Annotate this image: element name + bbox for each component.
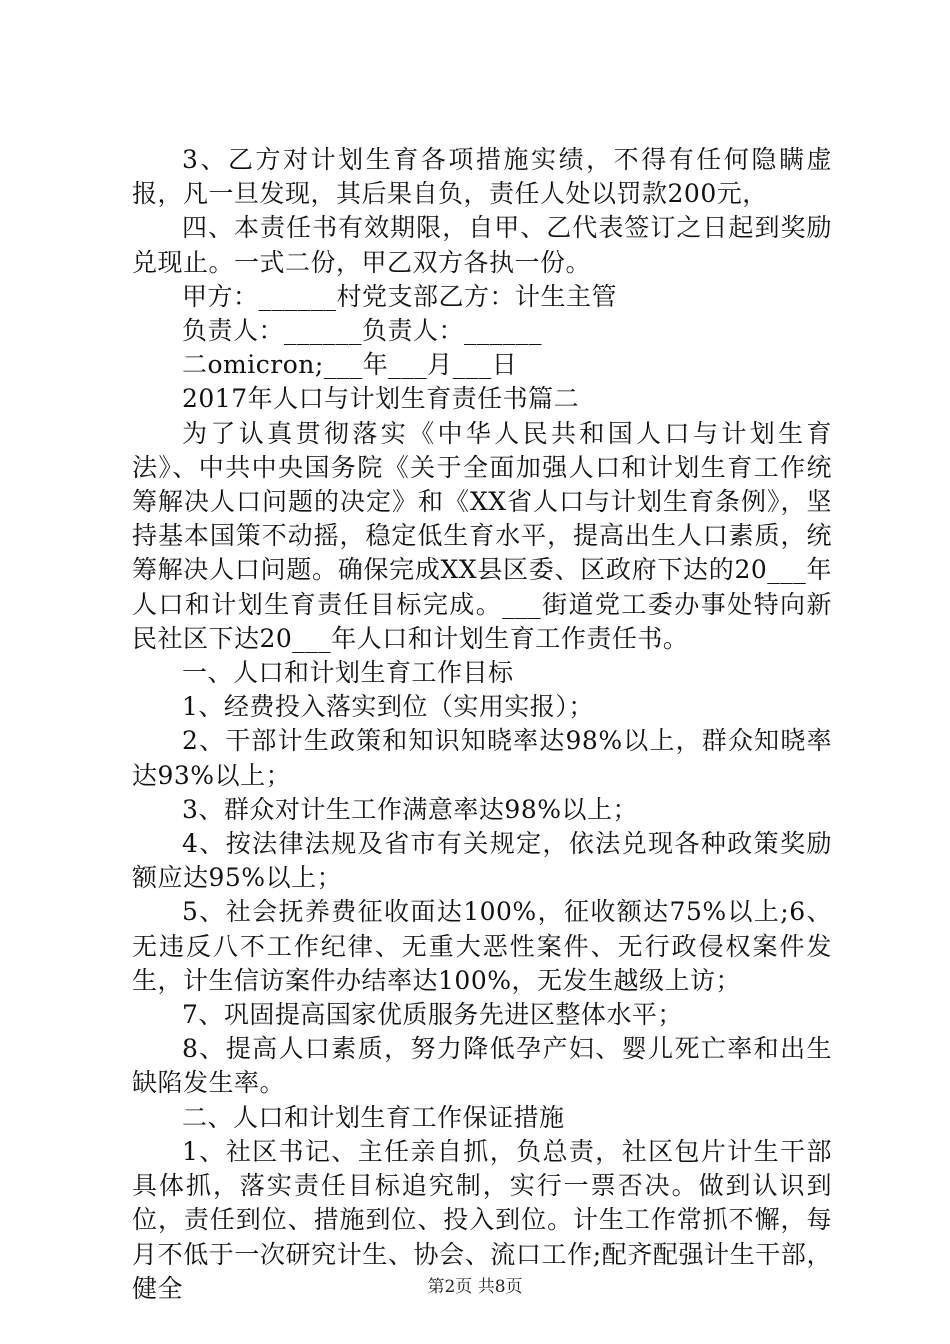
heading-goals: 一、人口和计划生育工作目标 — [182, 658, 514, 688]
signature-party-line: 甲方：______村党支部乙方：计生主管 — [182, 281, 618, 311]
page-footer: 第2页 共8页 — [427, 1277, 523, 1297]
goal-item-1: 1、经费投入落实到位（实用实报）； — [182, 692, 594, 722]
paragraph-intro: 为了认真贯彻落实《中华人民共和国人口与计划生育法》、中共中央国务院《关于全面加强人口和计划生育工作统筹解决人口问题的决定》和《XX省人口与计划生育条例》，坚持基本国策不动摇，稳定低生育水平，提高出生人口素质，统筹解决人口问题。确保完成XX县区委、区政府下达的20___年人口和计划生育责任目标完成。___街道党工委办事处特向新民社区下达20___年人口和计划生育工作责任书。 — [132, 418, 832, 653]
goal-item-7: 7、巩固提高国家优质服务先进区整体水平； — [182, 1000, 683, 1030]
signature-responsible-line: 负责人：______负责人：______ — [182, 316, 543, 346]
signature-date-line: 二omicron;___年___月___日 — [182, 350, 518, 380]
goal-item-4: 4、按法律法规及省市有关规定，依法兑现各种政策奖励额应达95%以上； — [132, 829, 832, 893]
document-body — [132, 143, 832, 1306]
goal-item-5: 5、社会抚养费征收面达100%，征收额达75%以上;6、无违反八不工作纪律、无重大恶性案件、无行政侵权案件发生，计生信访案件办结率达100%，无发生越级上访； — [132, 897, 832, 995]
goal-item-3: 3、群众对计生工作满意率达98%以上； — [182, 794, 638, 824]
heading-measures: 二、人口和计划生育工作保证措施 — [182, 1102, 565, 1132]
goal-item-8: 8、提高人口素质，努力降低孕产妇、婴儿死亡率和出生缺陷发生率。 — [132, 1034, 832, 1098]
paragraph-1: 3、乙方对计划生育各项措施实绩，不得有任何隐瞒虚报，凡一旦发现，其后果自负，责任人处以罚款200元， — [132, 145, 832, 209]
goal-item-2: 2、干部计生政策和知识知晓率达98%以上，群众知晓率达93%以上； — [132, 726, 832, 790]
measure-item-1: 1、社区书记、主任亲自抓，负总责，社区包片计生干部具体抓，落实责任目标追究制，实行一票否决。做到认识到位，责任到位、措施到位、投入到位。计生工作常抓不懈，每月不低于一次研究计生、协会、流口工作;配齐配强计生干部，健全 — [132, 1136, 832, 1303]
paragraph-2: 四、本责任书有效期限，自甲、乙代表签订之日起到奖励兑现止。一式二份，甲乙双方各执一份。 — [132, 213, 832, 277]
section-title: 2017年人口与计划生育责任书篇二 — [182, 384, 580, 414]
